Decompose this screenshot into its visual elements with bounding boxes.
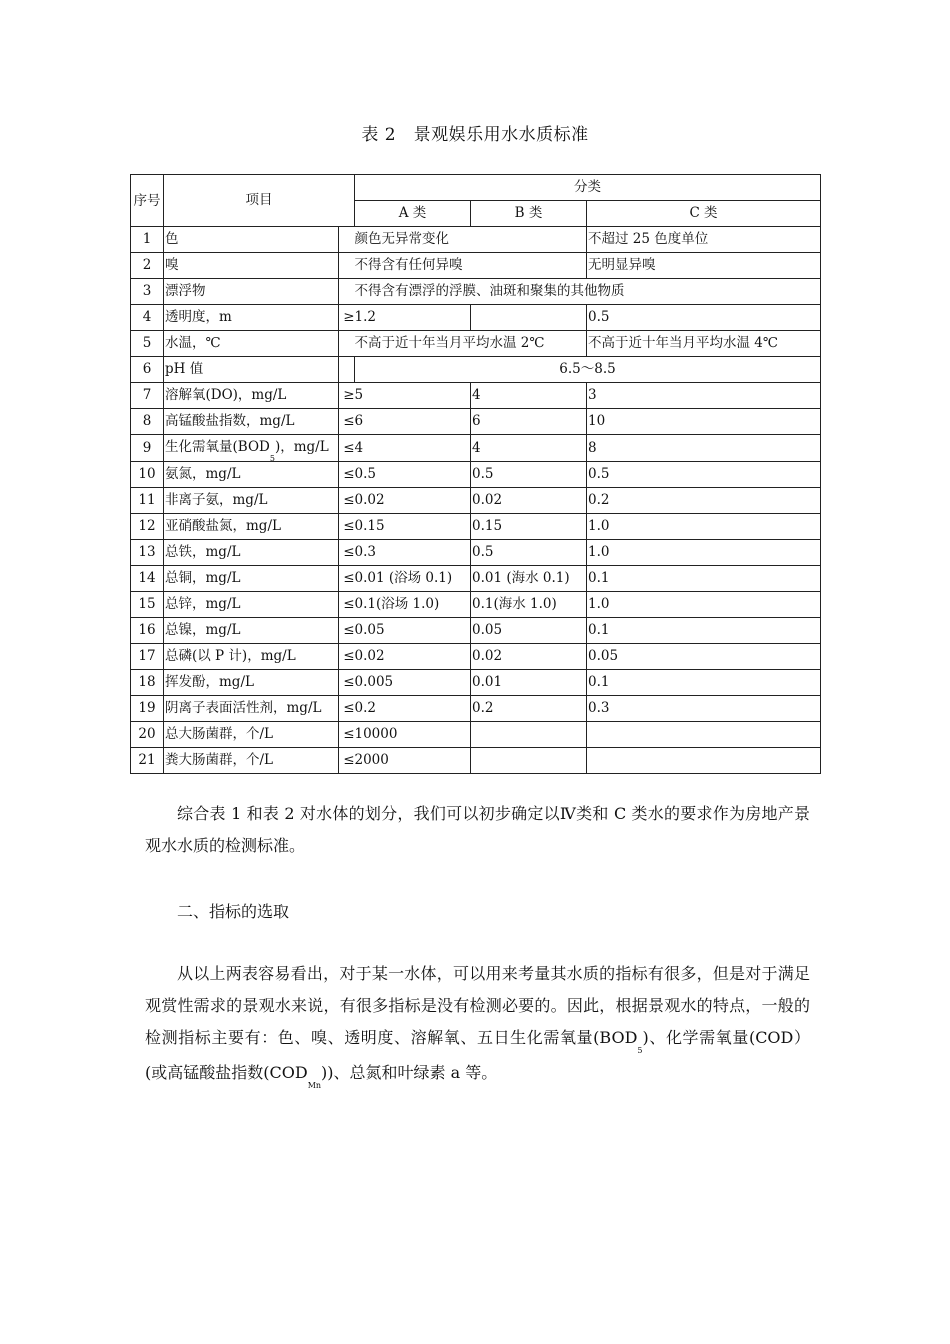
cell-operator: ≤ <box>339 540 355 566</box>
cell-operator <box>339 357 355 383</box>
paragraph-text-part: 从以上两表容易看出，对于某一水体，可以用来考量其水质的指标有很多，但是对于满足观赏性需求的景观水来说，有很多指标是没有检测必要的。因此，根据景观水的特点，一般的检测指标主要有：色、嗅、透明度、溶解氧、五日生化需氧量(BOD <box>145 964 810 1047</box>
cell-seq: 2 <box>131 253 164 279</box>
section-heading: 二、指标的选取 <box>177 902 290 921</box>
cell-class-c: 8 <box>587 435 821 462</box>
table-row <box>131 331 821 357</box>
header-seq: 序号 <box>131 175 164 227</box>
cell-class-b: 0.2 <box>471 696 587 722</box>
cell-operator: ≤ <box>339 592 355 618</box>
cell-operator <box>339 253 355 279</box>
table-row <box>131 227 821 253</box>
table-row <box>131 435 821 462</box>
table-row <box>131 670 821 696</box>
cell-item: 总锌，mg/L <box>164 592 339 618</box>
cell-class-c: 1.0 <box>587 540 821 566</box>
cell-class-a: 0.15 <box>355 514 471 540</box>
cell-operator <box>339 279 355 305</box>
table-row <box>131 488 821 514</box>
cell-item: pH 值 <box>164 357 339 383</box>
cell-class-b: 0.5 <box>471 462 587 488</box>
cell-seq: 9 <box>131 435 164 462</box>
header-category: 分类 <box>355 175 821 201</box>
cell-item: 总铁，mg/L <box>164 540 339 566</box>
table-row <box>131 540 821 566</box>
cell-class-c: 0.3 <box>587 696 821 722</box>
table-title: 表 2 景观娱乐用水水质标准 <box>361 125 589 145</box>
cell-item: 总大肠菌群，个/L <box>164 722 339 748</box>
table-row <box>131 357 821 383</box>
table-row <box>131 618 821 644</box>
cell-operator <box>339 227 355 253</box>
cell-operator <box>339 331 355 357</box>
cell-item-text: )，mg/L <box>274 439 329 455</box>
cell-operator: ≤ <box>339 409 355 435</box>
cell-class-a: 0.05 <box>355 618 471 644</box>
paragraph-summary: 综合表 1 和表 2 对水体的划分，我们可以初步确定以Ⅳ类和 C 类水的要求作为房地产景观水水质的检测标准。 <box>145 804 810 855</box>
table-row <box>131 566 821 592</box>
cell-class-c: 0.1 <box>587 670 821 696</box>
cell-class-a: 2000 <box>355 748 471 774</box>
cell-seq: 16 <box>131 618 164 644</box>
cell-class-c: 0.2 <box>587 488 821 514</box>
cell-class-a: 不高于近十年当月平均水温 2℃ <box>355 331 587 357</box>
cell-operator: ≤ <box>339 462 355 488</box>
cell-item: 嗅 <box>164 253 339 279</box>
cell-operator: ≥ <box>339 305 355 331</box>
cell-class-a: 颜色无异常变化 <box>355 227 587 253</box>
cell-class-a: 0.2 <box>355 696 471 722</box>
cell-class-c: 不高于近十年当月平均水温 4℃ <box>587 331 821 357</box>
cell-seq: 21 <box>131 748 164 774</box>
cell-item: 非离子氨，mg/L <box>164 488 339 514</box>
cell-operator: ≤ <box>339 488 355 514</box>
cell-operator: ≤ <box>339 696 355 722</box>
table-row <box>131 383 821 409</box>
header-item: 项目 <box>164 175 355 227</box>
cell-class-a: 0.1(浴场 1.0) <box>355 592 471 618</box>
table-row <box>131 462 821 488</box>
cell-seq: 15 <box>131 592 164 618</box>
table-row <box>131 279 821 305</box>
paragraph-indicators <box>145 958 810 1092</box>
table-row <box>131 644 821 670</box>
cell-class-a: 0.02 <box>355 488 471 514</box>
subscript: 5 <box>269 454 275 462</box>
table-row <box>131 722 821 748</box>
cell-item: 粪大肠菌群，个/L <box>164 748 339 774</box>
cell-class-a: 4 <box>355 435 471 462</box>
cell-class-b <box>471 748 587 774</box>
cell-item: 色 <box>164 227 339 253</box>
cell-class-b: 0.01 <box>471 670 587 696</box>
cell-seq: 8 <box>131 409 164 435</box>
cell-item: 漂浮物 <box>164 279 339 305</box>
cell-class-b: 0.02 <box>471 488 587 514</box>
cell-item: 亚硝酸盐氮，mg/L <box>164 514 339 540</box>
cell-seq: 10 <box>131 462 164 488</box>
cell-item: 总铜，mg/L <box>164 566 339 592</box>
cell-item: 高锰酸盐指数，mg/L <box>164 409 339 435</box>
cell-class-b: 0.02 <box>471 644 587 670</box>
cell-operator: ≤ <box>339 566 355 592</box>
cell-seq: 11 <box>131 488 164 514</box>
header-row-1 <box>131 175 821 201</box>
cell-all-classes: 不得含有漂浮的浮膜、油斑和聚集的其他物质 <box>355 279 821 305</box>
cell-class-b: 0.05 <box>471 618 587 644</box>
cell-all-classes: 6.5～8.5 <box>355 357 821 383</box>
cell-class-c: 0.1 <box>587 618 821 644</box>
cell-class-a: 0.005 <box>355 670 471 696</box>
table-row <box>131 514 821 540</box>
cell-class-a: 0.3 <box>355 540 471 566</box>
cell-item: 阴离子表面活性剂，mg/L <box>164 696 339 722</box>
cell-seq: 6 <box>131 357 164 383</box>
water-quality-table <box>130 174 821 774</box>
subscript: Mn <box>307 1081 322 1090</box>
cell-operator: ≥ <box>339 383 355 409</box>
cell-class-b <box>471 722 587 748</box>
table-row <box>131 305 821 331</box>
cell-operator: ≤ <box>339 670 355 696</box>
cell-class-b: 6 <box>471 409 587 435</box>
table-row <box>131 592 821 618</box>
table-row <box>131 748 821 774</box>
header-class-a: A 类 <box>355 201 471 227</box>
cell-operator: ≤ <box>339 722 355 748</box>
cell-class-c: 0.1 <box>587 566 821 592</box>
cell-class-b: 4 <box>471 383 587 409</box>
cell-class-b <box>471 305 587 331</box>
table-row <box>131 253 821 279</box>
header-class-b: B 类 <box>471 201 587 227</box>
cell-seq: 12 <box>131 514 164 540</box>
cell-class-c: 0.05 <box>587 644 821 670</box>
cell-item-text: 生化需氧量(BOD <box>165 439 270 455</box>
cell-item: 氨氮，mg/L <box>164 462 339 488</box>
cell-seq: 13 <box>131 540 164 566</box>
cell-seq: 3 <box>131 279 164 305</box>
cell-class-c: 3 <box>587 383 821 409</box>
subscript: 5 <box>637 1046 643 1055</box>
cell-seq: 19 <box>131 696 164 722</box>
cell-class-c <box>587 722 821 748</box>
cell-class-b: 0.01 (海水 0.1) <box>471 566 587 592</box>
cell-class-a: 不得含有任何异嗅 <box>355 253 587 279</box>
cell-item: 透明度，m <box>164 305 339 331</box>
cell-operator: ≤ <box>339 514 355 540</box>
cell-item: 总镍，mg/L <box>164 618 339 644</box>
cell-class-c: 1.0 <box>587 592 821 618</box>
cell-class-c: 0.5 <box>587 462 821 488</box>
paragraph-text-part: )、化学需氧量(COD）(或高锰酸盐指数(COD <box>145 1028 810 1082</box>
paragraph-text-part: ))、总氮和叶绿素 a 等。 <box>321 1063 498 1082</box>
cell-item: 水温，℃ <box>164 331 339 357</box>
cell-class-b: 0.15 <box>471 514 587 540</box>
cell-class-a: 10000 <box>355 722 471 748</box>
cell-class-c <box>587 748 821 774</box>
cell-class-c: 0.5 <box>587 305 821 331</box>
cell-class-a: 6 <box>355 409 471 435</box>
cell-operator: ≤ <box>339 618 355 644</box>
cell-seq: 7 <box>131 383 164 409</box>
cell-class-a: 0.5 <box>355 462 471 488</box>
cell-operator: ≤ <box>339 748 355 774</box>
cell-class-c: 不超过 25 色度单位 <box>587 227 821 253</box>
cell-seq: 5 <box>131 331 164 357</box>
cell-class-c: 无明显异嗅 <box>587 253 821 279</box>
cell-class-b: 0.1(海水 1.0) <box>471 592 587 618</box>
cell-item: 总磷(以 P 计)，mg/L <box>164 644 339 670</box>
cell-class-a: 5 <box>355 383 471 409</box>
cell-operator: ≤ <box>339 435 355 462</box>
cell-item: 挥发酚，mg/L <box>164 670 339 696</box>
cell-seq: 20 <box>131 722 164 748</box>
cell-seq: 1 <box>131 227 164 253</box>
cell-class-a: 0.02 <box>355 644 471 670</box>
cell-operator: ≤ <box>339 644 355 670</box>
table-row <box>131 409 821 435</box>
cell-seq: 4 <box>131 305 164 331</box>
cell-class-a: 0.01 (浴场 0.1) <box>355 566 471 592</box>
cell-seq: 18 <box>131 670 164 696</box>
cell-class-c: 1.0 <box>587 514 821 540</box>
cell-class-c: 10 <box>587 409 821 435</box>
cell-seq: 17 <box>131 644 164 670</box>
table-row <box>131 696 821 722</box>
header-class-c: C 类 <box>587 201 821 227</box>
cell-item <box>164 435 339 462</box>
cell-seq: 14 <box>131 566 164 592</box>
cell-item: 溶解氧(DO)，mg/L <box>164 383 339 409</box>
cell-class-b: 0.5 <box>471 540 587 566</box>
cell-class-a: 1.2 <box>355 305 471 331</box>
cell-class-b: 4 <box>471 435 587 462</box>
